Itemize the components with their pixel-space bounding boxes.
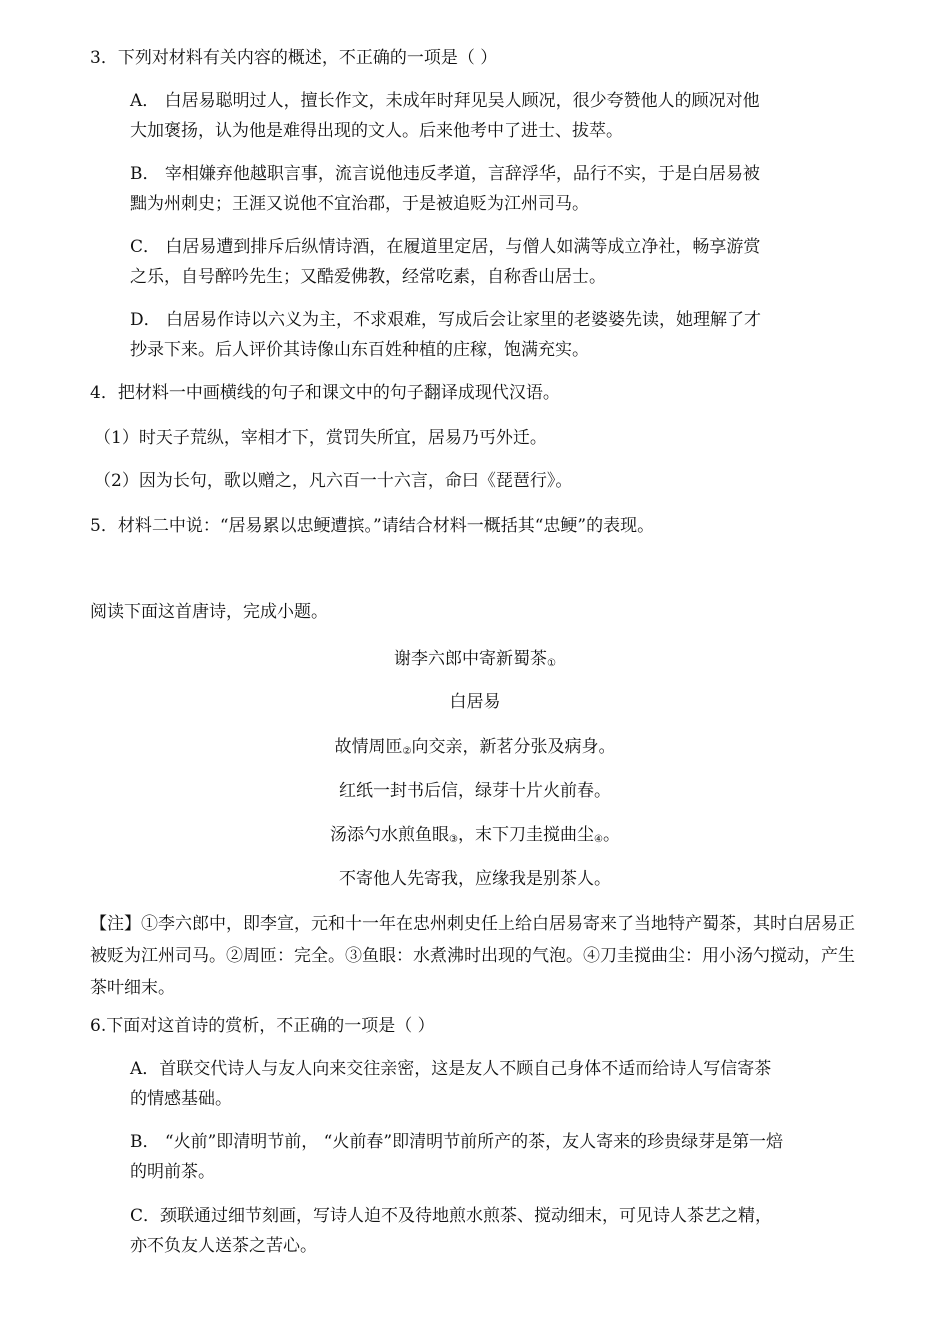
poem-line-1-part-b: 向交亲，新茗分张及病身。 bbox=[411, 737, 616, 757]
poem-annotation: 【注】①李六郎中，即李宣，元和十一年在忠州刺史任上给白居易寄来了当地特产蜀茶，其时白居易正被贬为江州司马。②周匝：完全。③鱼眼：水煮沸时出现的气泡。④刀圭搅曲尘：用小汤勺搅动，产生茶叶细末。 bbox=[90, 914, 855, 998]
poem-line-1 bbox=[0, 735, 950, 762]
q3-option-a-line1: A． 白居易聪明过人，擅长作文，未成年时拜见吴人顾况，很少夸赞他人的顾况对他 bbox=[130, 91, 760, 111]
q3-option-c-line2: 之乐，自号醉吟先生；又酷爱佛教，经常吃素，自称香山居士。 bbox=[130, 267, 606, 287]
poem-line-3 bbox=[0, 823, 950, 850]
q3-option-d-line2: 抄录下来。后人评价其诗像山东百姓种植的庄稼，饱满充实。 bbox=[130, 340, 589, 360]
footnote-mark-4: ④ bbox=[594, 834, 603, 845]
q4-sentence-2: （2）因为长句，歌以赠之，凡六百一十六言，命曰《琵琶行》。 bbox=[94, 471, 573, 491]
q3-option-d-line1: D． 白居易作诗以六义为主，不求艰难，写成后会让家里的老婆婆先读，她理解了才 bbox=[130, 310, 762, 330]
footnote-mark-3: ③ bbox=[449, 834, 458, 845]
poem-line-2: 红纸一封书后信，绿芽十片火前春。 bbox=[339, 781, 611, 801]
q6-option-c-line2: 亦不负友人送茶之苦心。 bbox=[130, 1236, 317, 1256]
reading-intro: 阅读下面这首唐诗，完成小题。 bbox=[90, 602, 328, 622]
q3-option-b-line2: 黜为州刺史；王涯又说他不宜治郡，于是被追贬为江州司马。 bbox=[130, 194, 589, 214]
question-4-stem: 4．把材料一中画横线的句子和课文中的句子翻译成现代汉语。 bbox=[90, 383, 560, 403]
q3-option-c-line1: C． 白居易遭到排斥后纵情诗酒，在履道里定居，与僧人如满等成立净社，畅享游赏 bbox=[130, 237, 761, 257]
poem-line-3-part-c: 。 bbox=[602, 825, 620, 845]
q3-option-b-line1: B． 宰相嫌弃他越职言事，流言说他违反孝道，言辞浮华，品行不实，于是白居易被 bbox=[130, 164, 760, 184]
q6-option-a-line1: A．首联交代诗人与友人向来交往亲密，这是友人不顾自己身体不适而给诗人写信寄茶 bbox=[130, 1059, 772, 1079]
q3-option-a-line2: 大加褒扬，认为他是难得出现的文人。后来他考中了进士、拔萃。 bbox=[130, 121, 623, 141]
question-3-stem: 3．下列对材料有关内容的概述，不正确的一项是（ ） bbox=[90, 48, 498, 68]
question-5-stem: 5．材料二中说：“居易累以忠鲠遭摈。”请结合材料一概括其“忠鲠”的表现。 bbox=[90, 516, 655, 536]
poem-line-3-part-b: ，末下刀圭搅曲尘 bbox=[458, 825, 594, 845]
q6-option-b-line2: 的明前茶。 bbox=[130, 1162, 215, 1182]
poem-line-4: 不寄他人先寄我，应缘我是别茶人。 bbox=[339, 869, 611, 889]
poem-title bbox=[0, 647, 950, 674]
q6-option-c-line1: C．颈联通过细节刻画，写诗人迫不及待地煎水煎茶、搅动细末，可见诗人茶艺之精， bbox=[130, 1206, 773, 1226]
poem-author: 白居易 bbox=[449, 692, 501, 712]
q6-option-b-line1: B． “火前”即清明节前， “火前春”即清明节前所产的茶，友人寄来的珍贵绿芽是第一焙 bbox=[130, 1132, 784, 1152]
poem-line-1-part-a: 故情周匝 bbox=[334, 737, 403, 757]
footnote-mark-2: ② bbox=[402, 746, 412, 757]
q6-option-a-line2: 的情感基础。 bbox=[130, 1089, 232, 1109]
poem-title-text: 谢李六郎中寄新蜀茶 bbox=[394, 649, 548, 669]
footnote-mark-1: ① bbox=[547, 658, 556, 669]
question-6-stem: 6.下面对这首诗的赏析，不正确的一项是（ ） bbox=[90, 1016, 435, 1036]
q4-sentence-1: （1）时天子荒纵，宰相才下，赏罚失所宜，居易乃丐外迁。 bbox=[94, 428, 547, 448]
poem-line-3-part-a: 汤添勺水煎鱼眼 bbox=[330, 825, 450, 845]
